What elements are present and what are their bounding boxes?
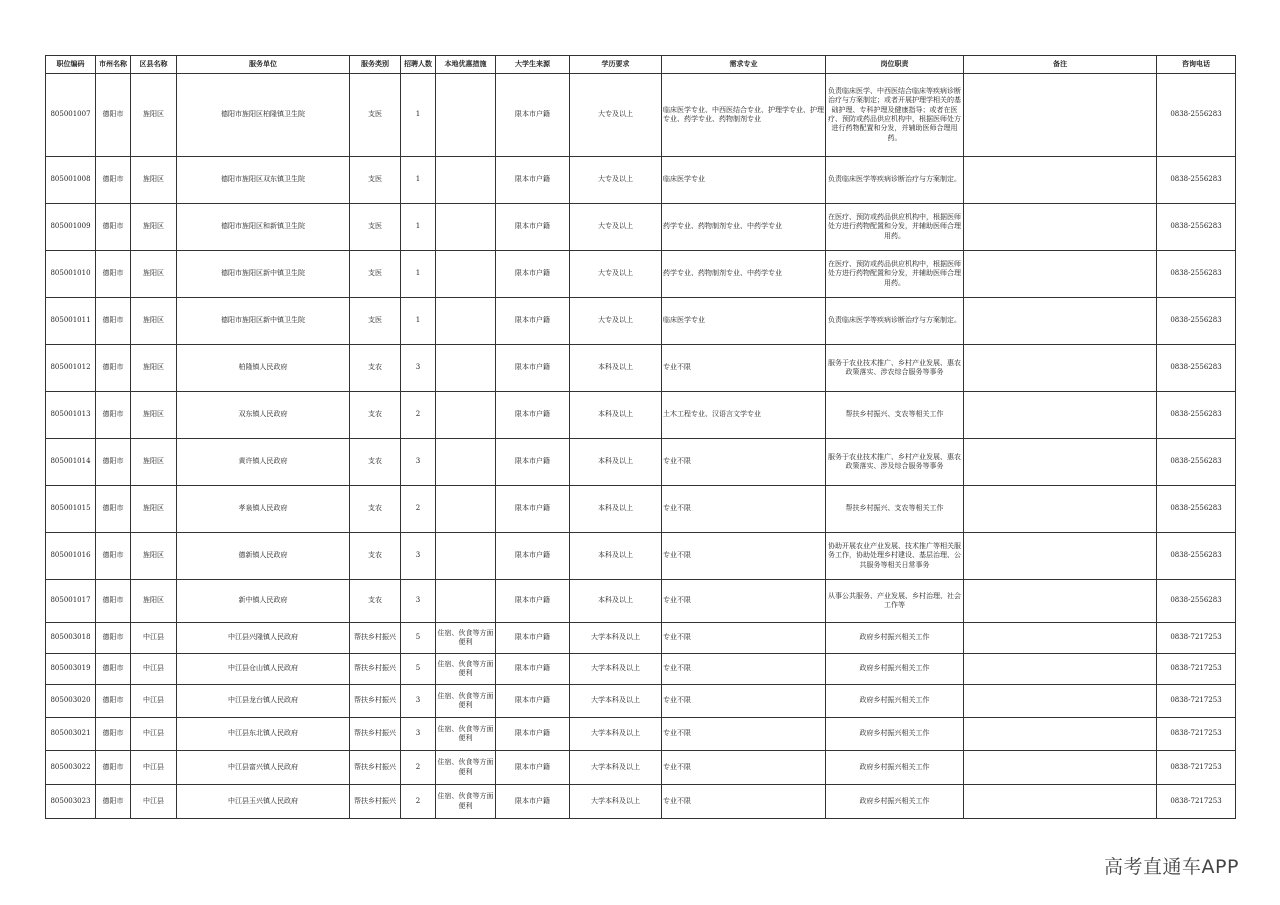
cell-code: 805001011	[46, 298, 96, 345]
column-header: 职位编码	[46, 56, 96, 74]
cell-category: 支农	[350, 580, 401, 623]
cell-city: 德阳市	[96, 533, 131, 580]
cell-category: 支农	[350, 392, 401, 439]
cell-code: 805001013	[46, 392, 96, 439]
cell-benefit	[436, 74, 496, 157]
cell-duty: 在医疗、预防或药品供应机构中，根据医师处方进行药物配置和分发，并辅助医师合理用药。	[826, 251, 964, 298]
cell-major: 专业不限	[662, 751, 826, 785]
cell-education: 大学本科及以上	[570, 751, 662, 785]
cell-note	[964, 785, 1157, 819]
column-header: 学历要求	[570, 56, 662, 74]
cell-benefit: 住宿、伙食等方面便利	[436, 623, 496, 654]
cell-major: 土木工程专业、汉语言文学专业	[662, 392, 826, 439]
cell-duty: 帮扶乡村振兴、支农等相关工作	[826, 486, 964, 533]
cell-benefit	[436, 486, 496, 533]
cell-duty: 服务于农业技术推广、乡村产业发展、惠农政策落实、涉及综合服务等事务	[826, 439, 964, 486]
cell-count: 3	[401, 345, 436, 392]
table-row	[46, 751, 1236, 785]
cell-count: 3	[401, 685, 436, 718]
cell-duty: 政府乡村振兴相关工作	[826, 718, 964, 751]
cell-city: 德阳市	[96, 392, 131, 439]
cell-source: 限本市户籍	[496, 486, 570, 533]
cell-count: 2	[401, 751, 436, 785]
column-header: 需求专业	[662, 56, 826, 74]
cell-major: 专业不限	[662, 580, 826, 623]
cell-benefit: 住宿、伙食等方面便利	[436, 751, 496, 785]
cell-code: 805001009	[46, 204, 96, 251]
column-header: 咨询电话	[1157, 56, 1236, 74]
cell-code: 805001010	[46, 251, 96, 298]
cell-benefit	[436, 298, 496, 345]
cell-benefit	[436, 204, 496, 251]
cell-note	[964, 439, 1157, 486]
cell-city: 德阳市	[96, 580, 131, 623]
cell-major: 药学专业、药物制剂专业、中药学专业	[662, 251, 826, 298]
cell-phone: 0838-7217253	[1157, 623, 1236, 654]
cell-district: 旌阳区	[131, 439, 177, 486]
cell-note	[964, 623, 1157, 654]
cell-benefit: 住宿、伙食等方面便利	[436, 685, 496, 718]
cell-code: 805003021	[46, 718, 96, 751]
cell-count: 5	[401, 623, 436, 654]
cell-district: 旌阳区	[131, 533, 177, 580]
cell-code: 805001007	[46, 74, 96, 157]
cell-phone: 0838-2556283	[1157, 204, 1236, 251]
cell-count: 1	[401, 251, 436, 298]
column-header: 服务单位	[177, 56, 350, 74]
cell-major: 专业不限	[662, 345, 826, 392]
cell-note	[964, 533, 1157, 580]
cell-district: 旌阳区	[131, 157, 177, 204]
cell-source: 限本市户籍	[496, 751, 570, 785]
cell-count: 2	[401, 785, 436, 819]
cell-category: 支医	[350, 157, 401, 204]
cell-education: 大专及以上	[570, 204, 662, 251]
cell-education: 本科及以上	[570, 580, 662, 623]
table-row	[46, 533, 1236, 580]
cell-district: 旌阳区	[131, 204, 177, 251]
cell-district: 中江县	[131, 785, 177, 819]
cell-code: 805001012	[46, 345, 96, 392]
cell-education: 大学本科及以上	[570, 685, 662, 718]
header-row	[46, 56, 1236, 74]
cell-source: 限本市户籍	[496, 74, 570, 157]
cell-source: 限本市户籍	[496, 654, 570, 685]
cell-benefit	[436, 157, 496, 204]
cell-category: 帮扶乡村振兴	[350, 718, 401, 751]
cell-city: 德阳市	[96, 298, 131, 345]
cell-benefit	[436, 439, 496, 486]
cell-note	[964, 251, 1157, 298]
cell-city: 德阳市	[96, 74, 131, 157]
table-body	[46, 74, 1236, 819]
cell-source: 限本市户籍	[496, 623, 570, 654]
cell-unit: 中江县龙台镇人民政府	[177, 685, 350, 718]
cell-code: 805003020	[46, 685, 96, 718]
cell-major: 专业不限	[662, 623, 826, 654]
cell-category: 支医	[350, 298, 401, 345]
cell-education: 本科及以上	[570, 345, 662, 392]
cell-city: 德阳市	[96, 718, 131, 751]
cell-unit: 德阳市旌阳区新中镇卫生院	[177, 251, 350, 298]
cell-education: 本科及以上	[570, 392, 662, 439]
table-row	[46, 486, 1236, 533]
cell-unit: 中江县兴隆镇人民政府	[177, 623, 350, 654]
table-row	[46, 298, 1236, 345]
cell-unit: 孝泉镇人民政府	[177, 486, 350, 533]
cell-count: 2	[401, 392, 436, 439]
cell-unit: 中江县富兴镇人民政府	[177, 751, 350, 785]
cell-unit: 新中镇人民政府	[177, 580, 350, 623]
cell-count: 3	[401, 580, 436, 623]
cell-city: 德阳市	[96, 654, 131, 685]
table-row	[46, 74, 1236, 157]
table-row	[46, 580, 1236, 623]
cell-count: 3	[401, 718, 436, 751]
cell-source: 限本市户籍	[496, 685, 570, 718]
cell-source: 限本市户籍	[496, 439, 570, 486]
cell-district: 旌阳区	[131, 74, 177, 157]
cell-duty: 帮扶乡村振兴、支农等相关工作	[826, 392, 964, 439]
cell-phone: 0838-2556283	[1157, 345, 1236, 392]
cell-duty: 政府乡村振兴相关工作	[826, 751, 964, 785]
cell-major: 专业不限	[662, 685, 826, 718]
cell-city: 德阳市	[96, 623, 131, 654]
cell-note	[964, 654, 1157, 685]
cell-education: 本科及以上	[570, 486, 662, 533]
cell-source: 限本市户籍	[496, 204, 570, 251]
cell-district: 旌阳区	[131, 486, 177, 533]
cell-source: 限本市户籍	[496, 718, 570, 751]
cell-city: 德阳市	[96, 439, 131, 486]
cell-unit: 中江县仓山镇人民政府	[177, 654, 350, 685]
cell-phone: 0838-2556283	[1157, 251, 1236, 298]
cell-unit: 德新镇人民政府	[177, 533, 350, 580]
cell-category: 支农	[350, 345, 401, 392]
cell-education: 大学本科及以上	[570, 654, 662, 685]
cell-source: 限本市户籍	[496, 251, 570, 298]
cell-education: 大学本科及以上	[570, 785, 662, 819]
column-header: 招聘人数	[401, 56, 436, 74]
cell-note	[964, 580, 1157, 623]
cell-duty: 政府乡村振兴相关工作	[826, 654, 964, 685]
cell-major: 专业不限	[662, 439, 826, 486]
cell-duty: 服务于农业技术推广、乡村产业发展、惠农政策落实、涉农综合服务等事务	[826, 345, 964, 392]
table-row	[46, 785, 1236, 819]
cell-city: 德阳市	[96, 785, 131, 819]
cell-duty: 在医疗、预防或药品供应机构中，根据医师处方进行药物配置和分发，并辅助医师合理用药。	[826, 204, 964, 251]
cell-note	[964, 74, 1157, 157]
cell-phone: 0838-2556283	[1157, 74, 1236, 157]
cell-phone: 0838-7217253	[1157, 785, 1236, 819]
cell-count: 1	[401, 157, 436, 204]
cell-code: 805003019	[46, 654, 96, 685]
table-row	[46, 345, 1236, 392]
cell-code: 805001014	[46, 439, 96, 486]
cell-unit: 德阳市旌阳区柏隆镇卫生院	[177, 74, 350, 157]
cell-note	[964, 204, 1157, 251]
cell-major: 专业不限	[662, 785, 826, 819]
cell-phone: 0838-7217253	[1157, 751, 1236, 785]
cell-education: 本科及以上	[570, 533, 662, 580]
cell-district: 中江县	[131, 654, 177, 685]
cell-code: 805001017	[46, 580, 96, 623]
cell-duty: 政府乡村振兴相关工作	[826, 623, 964, 654]
cell-major: 临床医学专业、中西医结合专业、护理学专业、护理专业、药学专业、药物制剂专业	[662, 74, 826, 157]
cell-note	[964, 157, 1157, 204]
table-row	[46, 623, 1236, 654]
cell-source: 限本市户籍	[496, 392, 570, 439]
cell-education: 大学本科及以上	[570, 718, 662, 751]
cell-phone: 0838-2556283	[1157, 533, 1236, 580]
cell-phone: 0838-2556283	[1157, 392, 1236, 439]
cell-duty: 从事公共服务、产业发展、乡村治理、社会工作等	[826, 580, 964, 623]
cell-phone: 0838-7217253	[1157, 654, 1236, 685]
cell-code: 805003023	[46, 785, 96, 819]
cell-note	[964, 718, 1157, 751]
cell-category: 帮扶乡村振兴	[350, 654, 401, 685]
cell-duty: 负责临床医学等疾病诊断治疗与方案制定。	[826, 157, 964, 204]
cell-count: 1	[401, 204, 436, 251]
cell-category: 帮扶乡村振兴	[350, 751, 401, 785]
cell-code: 805003018	[46, 623, 96, 654]
cell-district: 中江县	[131, 623, 177, 654]
cell-code: 805001015	[46, 486, 96, 533]
cell-city: 德阳市	[96, 486, 131, 533]
cell-district: 旌阳区	[131, 251, 177, 298]
table-row	[46, 685, 1236, 718]
cell-city: 德阳市	[96, 685, 131, 718]
cell-unit: 黄许镇人民政府	[177, 439, 350, 486]
cell-category: 支农	[350, 533, 401, 580]
cell-category: 支医	[350, 204, 401, 251]
cell-benefit	[436, 345, 496, 392]
table-row	[46, 439, 1236, 486]
cell-district: 旌阳区	[131, 298, 177, 345]
cell-benefit: 住宿、伙食等方面便利	[436, 718, 496, 751]
cell-category: 支农	[350, 486, 401, 533]
cell-benefit: 住宿、伙食等方面便利	[436, 654, 496, 685]
cell-phone: 0838-2556283	[1157, 298, 1236, 345]
column-header: 本地优惠措施	[436, 56, 496, 74]
cell-category: 支医	[350, 74, 401, 157]
column-header: 区县名称	[131, 56, 177, 74]
watermark-text: 高考直通车APP	[1104, 856, 1239, 878]
cell-count: 3	[401, 439, 436, 486]
cell-code: 805001008	[46, 157, 96, 204]
cell-count: 3	[401, 533, 436, 580]
cell-unit: 中江县东北镇人民政府	[177, 718, 350, 751]
cell-district: 中江县	[131, 685, 177, 718]
cell-source: 限本市户籍	[496, 785, 570, 819]
cell-note	[964, 486, 1157, 533]
cell-education: 大专及以上	[570, 298, 662, 345]
cell-city: 德阳市	[96, 751, 131, 785]
cell-education: 大专及以上	[570, 251, 662, 298]
cell-benefit: 住宿、伙食等方面便利	[436, 785, 496, 819]
column-header: 服务类别	[350, 56, 401, 74]
cell-note	[964, 751, 1157, 785]
cell-source: 限本市户籍	[496, 298, 570, 345]
cell-source: 限本市户籍	[496, 533, 570, 580]
cell-phone: 0838-2556283	[1157, 580, 1236, 623]
cell-note	[964, 392, 1157, 439]
table-row	[46, 654, 1236, 685]
table-row	[46, 251, 1236, 298]
cell-unit: 德阳市旌阳区和新镇卫生院	[177, 204, 350, 251]
cell-district: 中江县	[131, 718, 177, 751]
cell-unit: 双东镇人民政府	[177, 392, 350, 439]
cell-major: 专业不限	[662, 654, 826, 685]
cell-code: 805001016	[46, 533, 96, 580]
cell-count: 5	[401, 654, 436, 685]
cell-source: 限本市户籍	[496, 157, 570, 204]
cell-code: 805003022	[46, 751, 96, 785]
cell-unit: 中江县玉兴镇人民政府	[177, 785, 350, 819]
cell-phone: 0838-2556283	[1157, 157, 1236, 204]
cell-count: 1	[401, 298, 436, 345]
cell-category: 帮扶乡村振兴	[350, 785, 401, 819]
column-header: 市州名称	[96, 56, 131, 74]
cell-benefit	[436, 580, 496, 623]
cell-unit: 德阳市旌阳区新中镇卫生院	[177, 298, 350, 345]
cell-count: 1	[401, 74, 436, 157]
cell-district: 旌阳区	[131, 392, 177, 439]
cell-major: 专业不限	[662, 486, 826, 533]
cell-phone: 0838-2556283	[1157, 439, 1236, 486]
cell-unit: 德阳市旌阳区双东镇卫生院	[177, 157, 350, 204]
cell-major: 临床医学专业	[662, 298, 826, 345]
cell-duty: 政府乡村振兴相关工作	[826, 785, 964, 819]
cell-note	[964, 345, 1157, 392]
cell-phone: 0838-7217253	[1157, 685, 1236, 718]
cell-note	[964, 685, 1157, 718]
cell-major: 药学专业、药物制剂专业、中药学专业	[662, 204, 826, 251]
cell-education: 本科及以上	[570, 439, 662, 486]
cell-category: 支医	[350, 251, 401, 298]
cell-district: 旌阳区	[131, 580, 177, 623]
cell-source: 限本市户籍	[496, 345, 570, 392]
cell-phone: 0838-7217253	[1157, 718, 1236, 751]
cell-category: 帮扶乡村振兴	[350, 685, 401, 718]
cell-district: 中江县	[131, 751, 177, 785]
recruitment-table	[45, 55, 1236, 819]
cell-duty: 负责临床医学等疾病诊断治疗与方案制定。	[826, 298, 964, 345]
table-row	[46, 392, 1236, 439]
cell-source: 限本市户籍	[496, 580, 570, 623]
cell-benefit	[436, 251, 496, 298]
cell-city: 德阳市	[96, 251, 131, 298]
column-header: 备注	[964, 56, 1157, 74]
cell-category: 帮扶乡村振兴	[350, 623, 401, 654]
column-header: 大学生来源	[496, 56, 570, 74]
table-row	[46, 718, 1236, 751]
cell-unit: 柏隆镇人民政府	[177, 345, 350, 392]
cell-city: 德阳市	[96, 345, 131, 392]
cell-education: 大专及以上	[570, 157, 662, 204]
table-row	[46, 157, 1236, 204]
cell-city: 德阳市	[96, 157, 131, 204]
cell-major: 专业不限	[662, 533, 826, 580]
cell-education: 大专及以上	[570, 74, 662, 157]
cell-city: 德阳市	[96, 204, 131, 251]
cell-district: 旌阳区	[131, 345, 177, 392]
cell-duty: 协助开展农业产业发展、技术推广等相关服务工作，协助处理乡村建设、基层治理、公共服务等相关日常事务	[826, 533, 964, 580]
cell-benefit	[436, 533, 496, 580]
column-header: 岗位职责	[826, 56, 964, 74]
table-row	[46, 204, 1236, 251]
cell-duty: 负责临床医学、中西医结合临床等疾病诊断治疗与方案制定；或者开展护理学相关的基础护理、专科护理及健康指导；或者在医疗、预防或药品供应机构中，根据医师处方进行药物配置和分发，并辅助医师合理用药。	[826, 74, 964, 157]
cell-note	[964, 298, 1157, 345]
cell-education: 大学本科及以上	[570, 623, 662, 654]
cell-benefit	[436, 392, 496, 439]
cell-count: 2	[401, 486, 436, 533]
cell-major: 临床医学专业	[662, 157, 826, 204]
cell-duty: 政府乡村振兴相关工作	[826, 685, 964, 718]
cell-major: 专业不限	[662, 718, 826, 751]
cell-category: 支农	[350, 439, 401, 486]
cell-phone: 0838-2556283	[1157, 486, 1236, 533]
